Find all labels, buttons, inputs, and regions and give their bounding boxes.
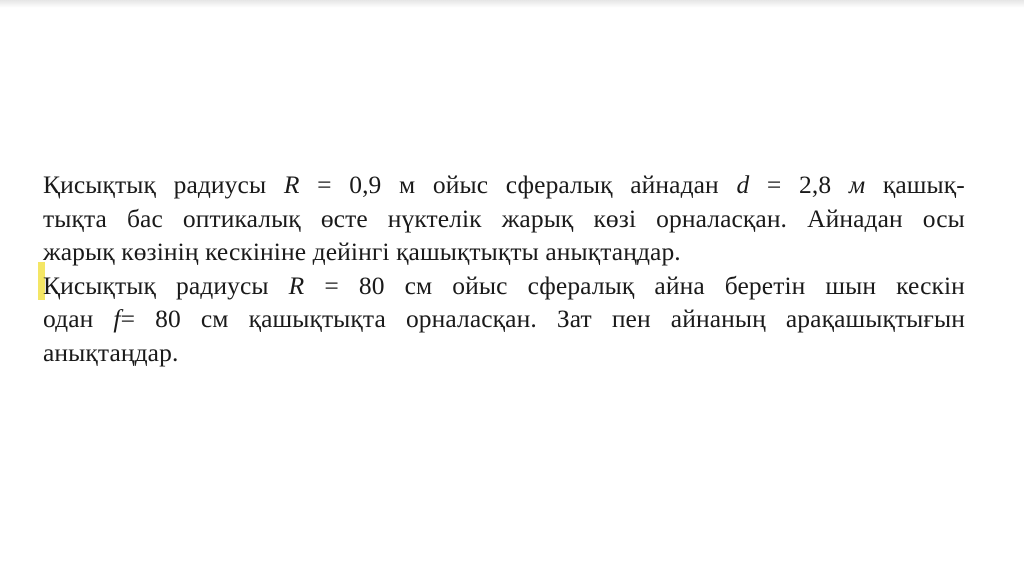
word: нүктелік bbox=[387, 203, 482, 233]
word: радиусы bbox=[173, 170, 267, 199]
word: айна bbox=[654, 270, 705, 300]
word: 2,8 bbox=[799, 170, 832, 199]
word: = bbox=[324, 270, 339, 300]
word: анықтаңдар. bbox=[545, 237, 681, 266]
word: 80 bbox=[155, 304, 181, 333]
word: см bbox=[404, 270, 433, 300]
word: анықтаңдар. bbox=[43, 337, 179, 367]
word: өсте bbox=[320, 203, 368, 233]
word: Қисықтық bbox=[43, 270, 156, 300]
word: жарық bbox=[501, 203, 574, 233]
problem-1-line-2 bbox=[43, 202, 965, 236]
problem-1-line-3 bbox=[43, 235, 973, 269]
word: тықта bbox=[43, 203, 107, 233]
word: 0,9 bbox=[349, 170, 382, 199]
word: орналасқан. bbox=[405, 304, 537, 333]
word: Айнадан bbox=[807, 203, 903, 233]
word: Қисықтық bbox=[43, 170, 156, 199]
word: қашық- bbox=[882, 170, 965, 199]
word: оптикалық bbox=[182, 203, 301, 233]
word: айнаның bbox=[670, 304, 766, 333]
word: көзі bbox=[593, 203, 637, 233]
word: беретін bbox=[724, 270, 806, 300]
word: м bbox=[848, 170, 866, 199]
word: орналасқан. bbox=[656, 203, 788, 233]
word: f= bbox=[113, 304, 136, 333]
word: пен bbox=[611, 304, 651, 333]
word: қашықтықта bbox=[248, 304, 386, 333]
word: кескін bbox=[896, 270, 965, 300]
word: = bbox=[766, 170, 782, 199]
word: сфералық bbox=[527, 270, 635, 300]
word: R bbox=[288, 270, 305, 300]
word: шын bbox=[825, 270, 877, 300]
top-edge-shadow bbox=[0, 0, 1024, 8]
word: қашықтықты bbox=[396, 237, 539, 266]
problem-2-line-2 bbox=[43, 302, 965, 336]
problem-2-line-1 bbox=[43, 269, 965, 303]
word: көзінің bbox=[121, 237, 199, 266]
word: R bbox=[283, 170, 300, 199]
word: Зат bbox=[556, 304, 592, 333]
word: осы bbox=[922, 203, 965, 233]
word: дейінгі bbox=[312, 237, 390, 266]
word: м bbox=[399, 170, 416, 199]
word: бас bbox=[126, 203, 163, 233]
word: жарық bbox=[43, 237, 115, 266]
word: арақашықтығын bbox=[785, 304, 965, 333]
word: сфералық bbox=[505, 170, 613, 199]
word: кескініне bbox=[205, 237, 307, 266]
problem-2 bbox=[43, 269, 973, 370]
word: d bbox=[736, 170, 750, 199]
word: айнадан bbox=[630, 170, 719, 199]
word: 80 bbox=[358, 270, 385, 300]
word: одан bbox=[43, 304, 94, 333]
problem-1-line-1 bbox=[43, 168, 965, 202]
problem-text-block bbox=[43, 168, 973, 369]
word: = bbox=[317, 170, 332, 199]
word: см bbox=[200, 304, 229, 333]
problem-2-line-3 bbox=[43, 336, 973, 370]
word: радиусы bbox=[176, 270, 269, 300]
word: ойыс bbox=[452, 270, 508, 300]
problem-1 bbox=[43, 168, 973, 269]
word: ойыс bbox=[432, 170, 489, 199]
